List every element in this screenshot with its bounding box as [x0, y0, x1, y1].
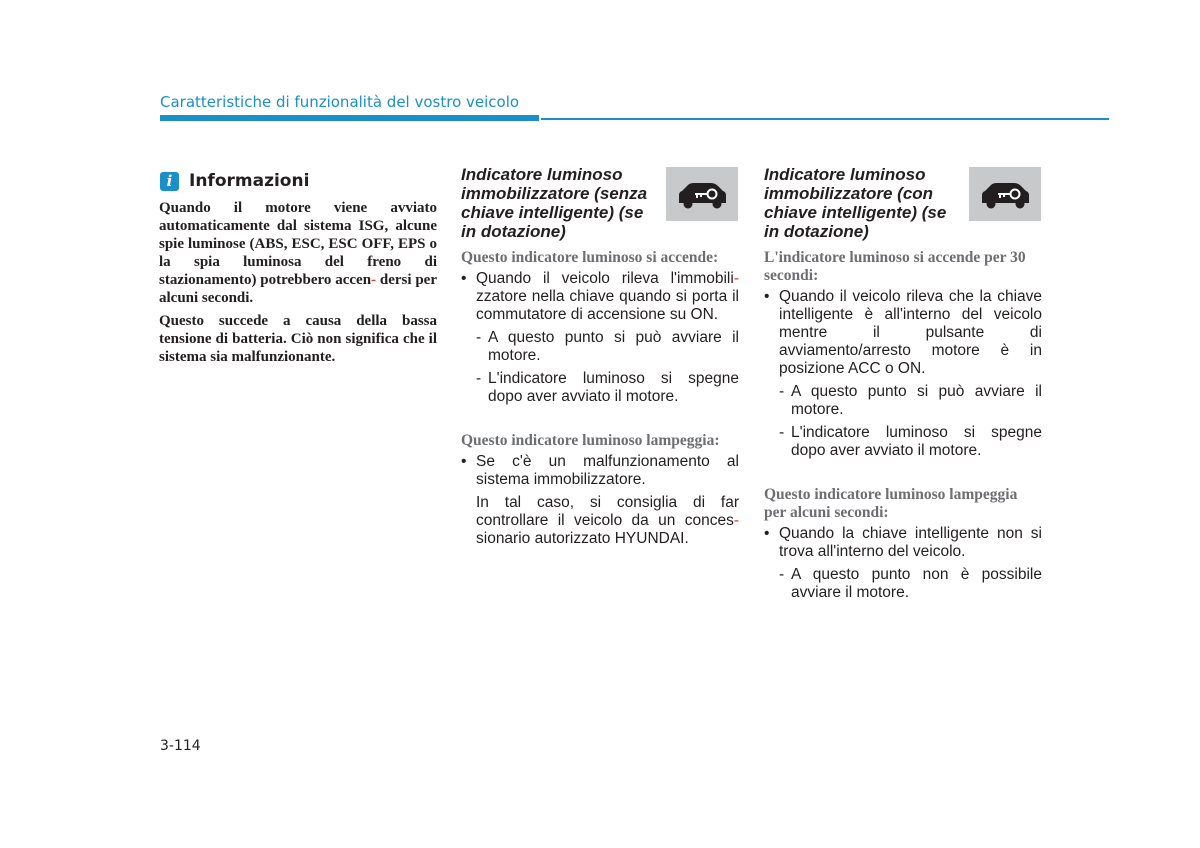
note-paragraph: In tal caso, si consiglia di far controllare il veicolo da un conces- sionario autorizzato HYUNDAI. — [476, 494, 739, 547]
bullet-item: • Quando il veicolo rileva l'immobili- zzatore nella chiave quando si porta il commutatore di accensione su ON. — [461, 270, 739, 323]
dash-item: - A questo punto si può avviare il motore. — [779, 383, 1042, 418]
info-paragraph-2: Questo succede a causa della bassa tensione di batteria. Ciò non significa che il sistema sia malfunzionante. — [159, 313, 437, 365]
info-box — [159, 168, 437, 366]
info-box-title: Informazioni — [189, 171, 310, 191]
dash-item-text: A questo punto non è possibile avviare il motore. — [791, 566, 1042, 601]
bullet-item-text: Quando la chiave intelligente non si trova all'interno del veicolo. — [779, 525, 1042, 560]
page-number: 3-114 — [160, 738, 201, 754]
immobilizer-no-smart-key-column — [461, 164, 739, 548]
section-title: Caratteristiche di funzionalità del vostro veicolo — [160, 93, 520, 111]
indicator-title: Indicatore luminoso immobilizzatore (con chiave intelligente) (se in dotazione) — [764, 165, 947, 241]
subsection-heading: Questo indicatore luminoso si accende: — [461, 249, 719, 266]
indicator-header — [764, 164, 1042, 242]
info-icon: i — [160, 172, 179, 191]
subsection-heading: Questo indicatore luminoso lampeggia per alcuni secondi: — [764, 486, 1018, 521]
car-key-icon — [666, 167, 738, 221]
immobilizer-smart-key-column — [764, 164, 1042, 602]
dash-item-text: L'indicatore luminoso si spegne dopo aver avviato il motore. — [488, 370, 739, 405]
bullet-item: • Se c'è un malfunzionamento al sistema immobilizzatore. — [461, 453, 739, 488]
dash-item-text: A questo punto si può avviare il motore. — [488, 329, 739, 364]
indicator-header — [461, 164, 739, 242]
bullet-item-text: Quando il veicolo rileva che la chiave intelligente è all'interno del veicolo mentre il pulsante di avviamento/arresto motore è in posizione ACC o ON. — [779, 288, 1042, 377]
dash-item-text: A questo punto si può avviare il motore. — [791, 383, 1042, 418]
info-box-header — [159, 168, 437, 194]
dash-item-text: L'indicatore luminoso si spegne dopo aver avviato il motore. — [791, 424, 1042, 459]
header-rule-thick — [160, 115, 539, 121]
car-key-glyph — [675, 179, 729, 209]
dash-item: - A questo punto si può avviare il motore. — [476, 329, 739, 364]
dash-item: - L'indicatore luminoso si spegne dopo aver avviato il motore. — [476, 370, 739, 405]
bullet-item: • Quando la chiave intelligente non si trova all'interno del veicolo. — [764, 525, 1042, 560]
bullet-item: • Quando il veicolo rileva che la chiave intelligente è all'interno del veicolo mentre il pulsante di avviamento/arresto motore è in posizione ACC o ON. — [764, 288, 1042, 377]
dash-item: - L'indicatore luminoso si spegne dopo aver avviato il motore. — [779, 424, 1042, 459]
info-paragraph-1: Quando il motore viene avviato automaticamente dal sistema ISG, alcune spie luminose (ABS, ESC, ESC OFF, EPS o la spia luminosa del freno di stazionamento) potrebbero accen- dersi per alcuni secondi. — [159, 200, 437, 306]
bullet-item-text: Se c'è un malfunzionamento al sistema immobilizzatore. — [476, 453, 739, 488]
subsection-heading: L'indicatore luminoso si accende per 30 secondi: — [764, 249, 1026, 284]
subsection-heading: Questo indicatore luminoso lampeggia: — [461, 432, 720, 449]
header-rule-thin — [541, 118, 1109, 120]
indicator-title: Indicatore luminoso immobilizzatore (senza chiave intelligente) (se in dotazione) — [461, 165, 648, 241]
car-key-glyph — [978, 179, 1032, 209]
dash-item: - A questo punto non è possibile avviare il motore. — [779, 566, 1042, 601]
car-key-icon — [969, 167, 1041, 221]
